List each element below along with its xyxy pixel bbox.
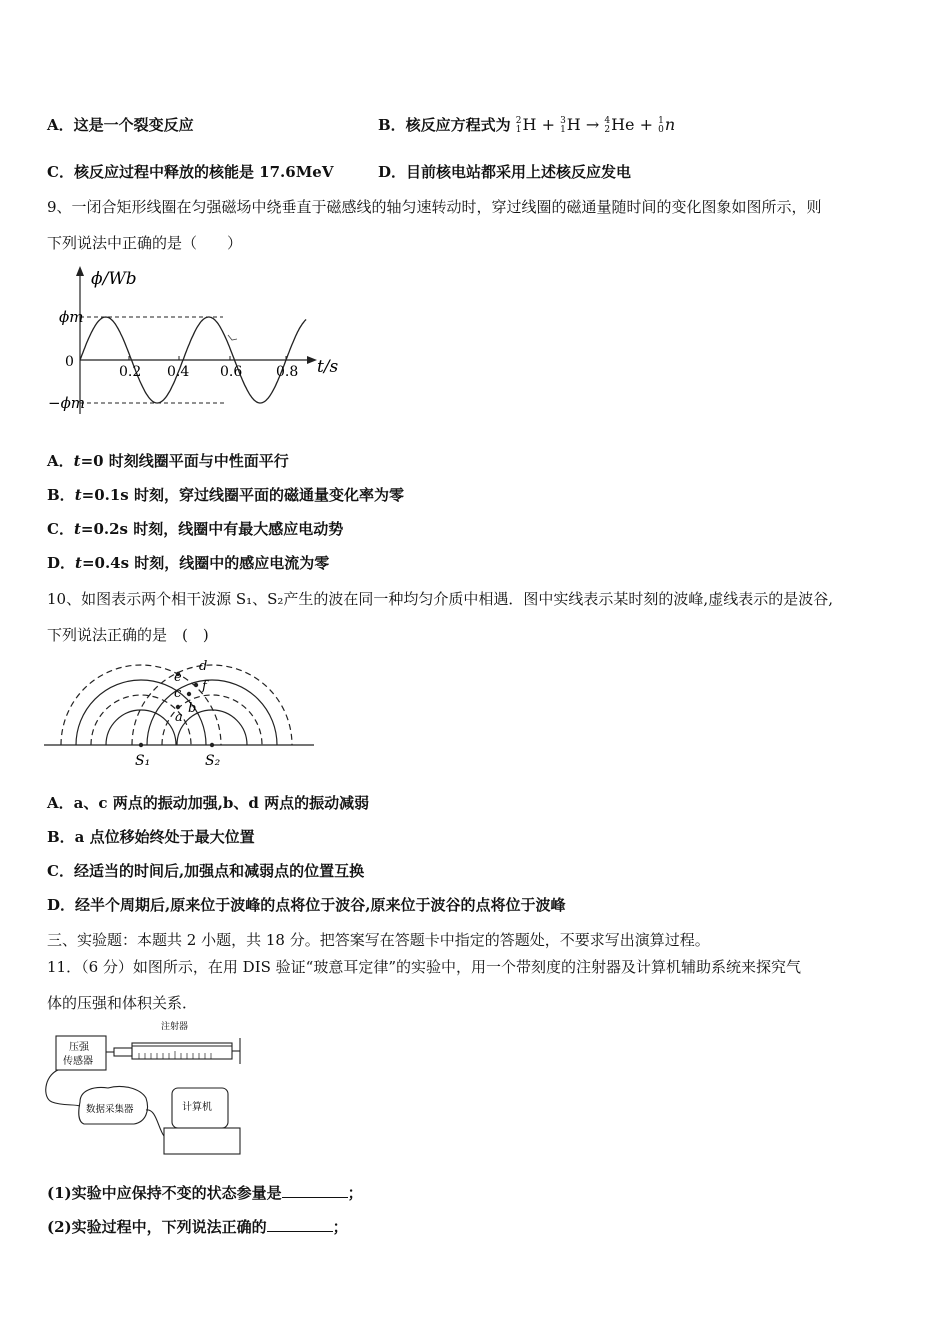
answer-blank[interactable] xyxy=(267,1217,333,1232)
answer-blank[interactable] xyxy=(282,1183,348,1198)
dis-apparatus-figure xyxy=(44,1018,249,1158)
q10-option-b: B．a 点位移始终处于最大位置 xyxy=(47,828,255,846)
q8-option-a: A．这是一个裂变反应 xyxy=(47,116,194,134)
origin-label: 0 xyxy=(65,354,74,370)
label-computer: 计算机 xyxy=(182,1102,212,1113)
isotope-indices: 2 1 xyxy=(515,115,522,135)
source-s2 xyxy=(210,743,214,747)
source-s1 xyxy=(139,743,143,747)
isotope-indices: 1 0 xyxy=(658,115,664,135)
q10-option-d: D．经半个周期后,原来位于波峰的点将位于波谷,原来位于波谷的点将位于波峰 xyxy=(47,896,566,914)
label-c: c xyxy=(174,686,182,701)
computer-base xyxy=(164,1128,240,1154)
q8-option-b-prefix: B．核反应方程式为 xyxy=(378,116,511,134)
q9-option-d: D．t=0.4s 时刻，线圈中的感应电流为零 xyxy=(47,554,330,572)
q11-sub2: (2)实验过程中，下列说法正确的 ； xyxy=(47,1218,348,1236)
tick-label: 0.6 xyxy=(220,364,243,380)
q9-option-b: B．t=0.1s 时刻，穿过线圈平面的磁通量变化率为零 xyxy=(47,486,404,504)
phi-max-label: ϕm xyxy=(59,308,84,326)
label-e: e xyxy=(174,670,182,685)
label-s2: S₂ xyxy=(205,753,221,769)
point-b xyxy=(187,692,191,696)
label-d: d xyxy=(199,659,208,674)
label-s1: S₁ xyxy=(135,753,151,769)
q10-option-a: A．a、c 两点的振动加强,b、d 两点的振动减弱 xyxy=(47,794,370,812)
q9-stem-line2: 下列说法中正确的是（ ） xyxy=(47,234,243,252)
y-axis-label: ϕ/Wb xyxy=(91,269,137,289)
q9-stem-line1: 9、一闭合矩形线圈在匀强磁场中绕垂直于磁感线的轴匀速转动时，穿过线圈的磁通量随时间的变化图象如图所示，则 xyxy=(47,198,822,216)
label-collector: 数据采集器 xyxy=(86,1104,134,1115)
q11-stem-line1: 11．（6 分）如图所示，在用 DIS 验证“玻意耳定律”的实验中，用一个带刻度的注射器及计算机辅助系统来探究气 xyxy=(47,958,802,976)
section3-heading: 三、实验题：本题共 2 小题，共 18 分。把答案写在答题卡中指定的答题处，不要求写出演算过程。 xyxy=(47,931,710,949)
phi-min-label: −ϕm xyxy=(48,394,86,412)
q10-stem-line1: 10、如图表示两个相干波源 S₁、S₂产生的波在同一种均匀介质中相遇．图中实线表示某时刻的波峰,虚线表示的是波谷, xyxy=(47,590,833,608)
q9-option-a: A．t=0 时刻线圈平面与中性面平行 xyxy=(47,452,289,470)
tick-label: 0.2 xyxy=(119,364,142,380)
label-syringe: 注射器 xyxy=(161,1022,189,1032)
syringe-barrel xyxy=(132,1043,232,1059)
label-b: b xyxy=(188,701,197,716)
point-f xyxy=(194,683,198,687)
q10-option-c: C．经适当的时间后,加强点和减弱点的位置互换 xyxy=(47,862,365,880)
label-f: f xyxy=(202,679,207,694)
y-axis-arrow xyxy=(76,266,84,276)
tick-label: 0.4 xyxy=(167,364,190,380)
q8-option-b xyxy=(378,114,675,135)
flux-time-graph xyxy=(45,262,355,422)
interference-figure xyxy=(44,650,316,772)
isotope-indices: 4 2 xyxy=(604,115,611,135)
x-axis-label: t/s xyxy=(317,357,339,377)
q11-stem-line2: 体的压强和体积关系． xyxy=(47,994,198,1012)
q10-stem-line2: 下列说法正确的是 ( ) xyxy=(47,626,209,644)
label-pressure: 压强 xyxy=(69,1042,89,1053)
q8-option-d: D．目前核电站都采用上述核反应发电 xyxy=(378,163,632,181)
isotope-indices: 3 1 xyxy=(560,115,566,135)
tick-label: 0.8 xyxy=(276,364,299,380)
label-a: a xyxy=(175,710,183,725)
label-sensor: 传感器 xyxy=(63,1056,93,1067)
q8-option-c: C．核反应过程中释放的核能是 17.6MeV xyxy=(47,163,334,181)
q11-sub1: (1)实验中应保持不变的状态参量是 ； xyxy=(47,1184,363,1202)
point-a xyxy=(176,705,180,709)
nuclear-equation: 2 1 H + 3 1 H → 4 2 He + 1 0 n xyxy=(515,115,676,135)
q9-option-c: C．t=0.2s 时刻，线圈中有最大感应电动势 xyxy=(47,520,344,538)
x-axis-arrow xyxy=(307,356,317,364)
